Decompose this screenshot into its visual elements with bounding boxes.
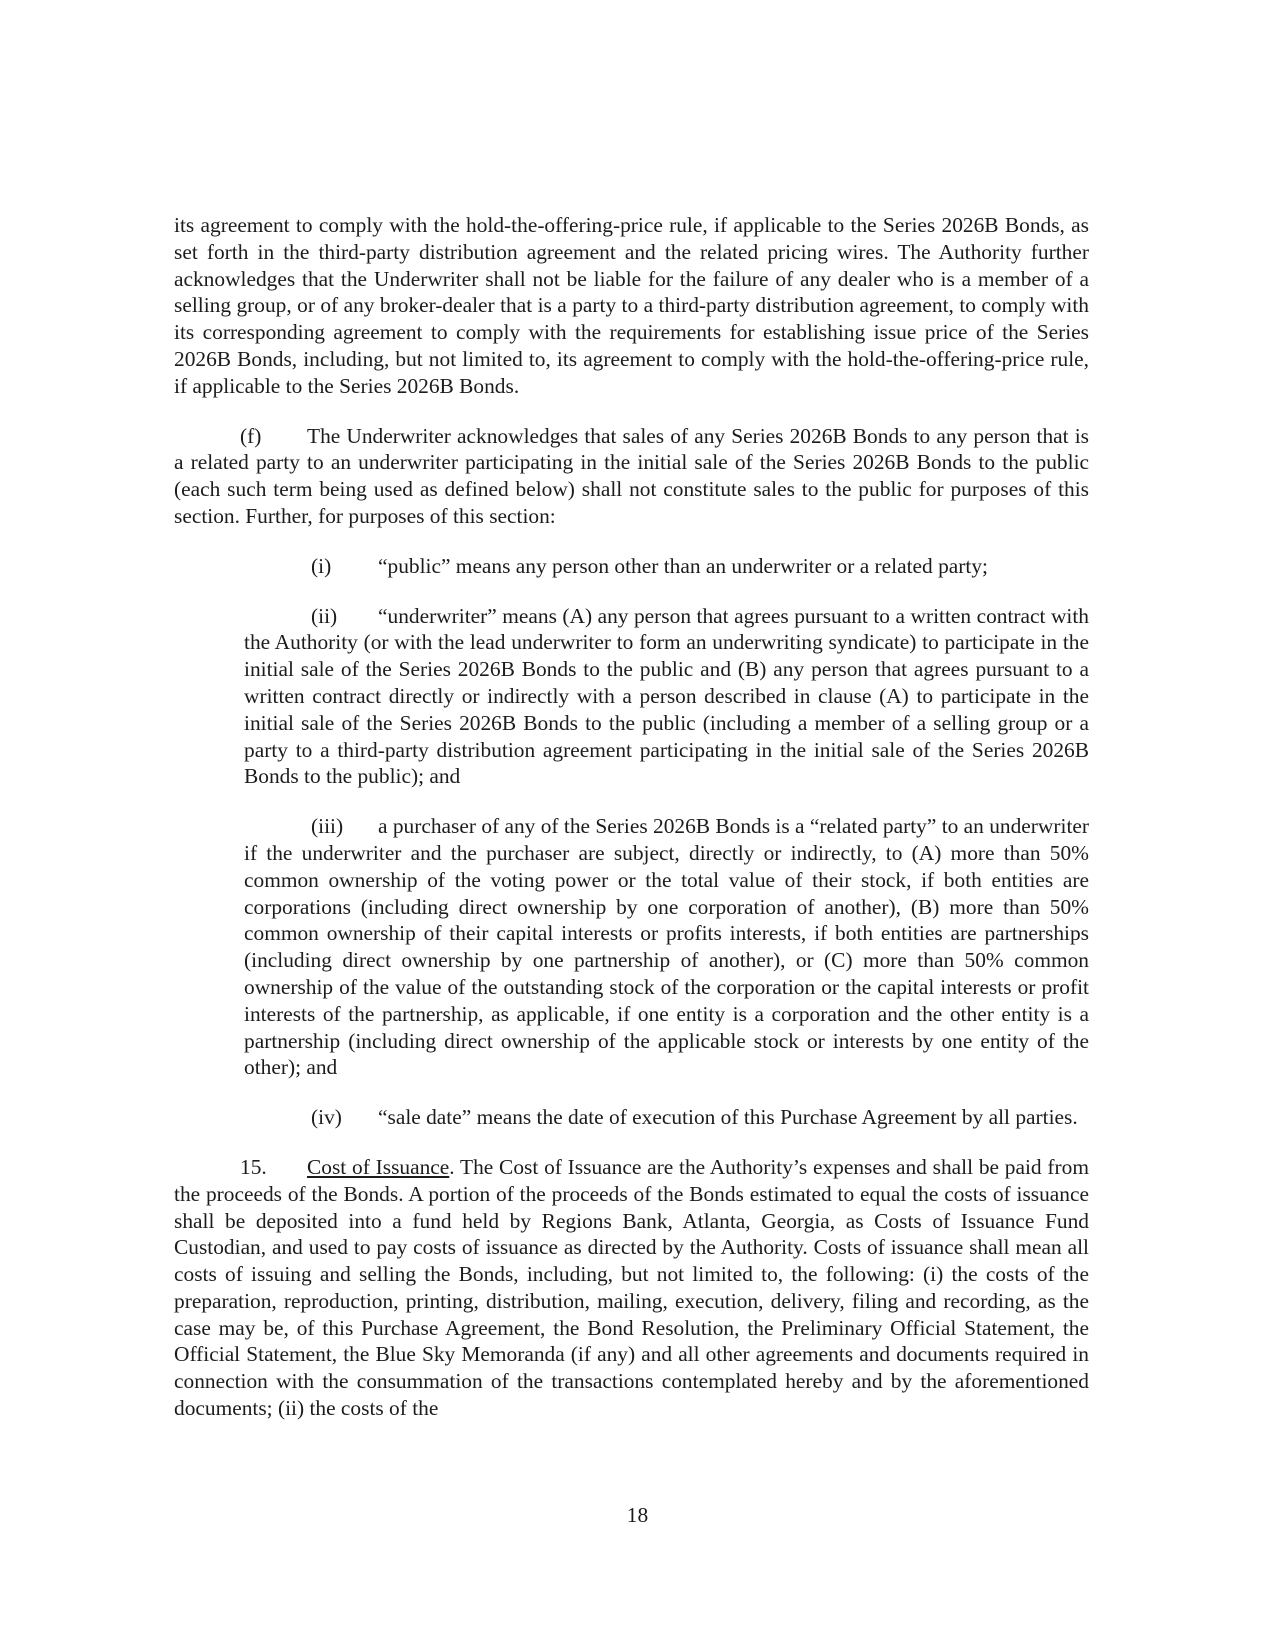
clause-i-text: “public” means any person other than an underwriter or a related party; <box>378 553 988 578</box>
clause-iv <box>244 1104 1089 1131</box>
document-body <box>174 212 1089 1422</box>
clause-ii <box>244 603 1089 791</box>
clause-iii-label: (iii) <box>311 814 344 839</box>
section-15-text: . The Cost of Issuance are the Authority’s expenses and shall be paid from the proceeds of the Bonds. A portion of the proceeds of the Bonds estimated to equal the costs of issuance shall be deposited into a fund held by Regions Bank, Atlanta, Georgia, as Costs of Issuance Fund Custodian, and used to pay costs of issuance as directed by the Authority. Costs of issuance shall mean all costs of issuing and selling the Bonds, including, but not limited to, the following: (i) the costs of the preparation, reproduction, printing, distribution, mailing, execution, delivery, filing and recording, as the case may be, of this Purchase Agreement, the Bond Resolution, the Preliminary Official Statement, the Official Statement, the Blue Sky Memoranda (if any) and all other agreements and documents required in connection with the consummation of the transactions contemplated hereby and by the aforementioned documents; (ii) the costs of the <box>174 1154 1089 1421</box>
continuation-paragraph: its agreement to comply with the hold-the-offering-price rule, if applicable to the Series 2026B Bonds, as set forth in the third-party distribution agreement and the related pricing wires. The Authority further acknowledges that the Underwriter shall not be liable for the failure of any dealer who is a member of a selling group, or of any broker-dealer that is a party to a third-party distribution agreement, to comply with its corresponding agreement to comply with the requirements for establishing issue price of the Series 2026B Bonds, including, but not limited to, its agreement to comply with the hold-the-offering-price rule, if applicable to the Series 2026B Bonds. <box>174 213 1089 398</box>
clause-iii-text: a purchaser of any of the Series 2026B Bonds is a “related party” to an underwriter if the underwriter and the purchaser are subject, directly or indirectly, to (A) more than 50% common ownership of the voting power or the total value of their stock, if both entities are corporations (including direct ownership by one corporation of another), (B) more than 50% common ownership of their capital interests or profits interests, if both entities are partnerships (including direct ownership by one partnership of another), or (C) more than 50% common ownership of the value of the outstanding stock of the corporation or the capital interests or profit interests of the partnership, as applicable, if one entity is a corporation and the other entity is a partnership (including direct ownership of the applicable stock or interests by one entity of the other); and <box>244 814 1089 1080</box>
clause-i <box>244 553 1089 580</box>
section-15-heading: Cost of Issuance <box>307 1154 450 1179</box>
page-number: 18 <box>626 1503 649 1527</box>
paragraph-f <box>174 423 1089 530</box>
paragraph-f-text: The Underwriter acknowledges that sales of any Series 2026B Bonds to any person that is a related party to an underwriter participating in the initial sale of the Series 2026B Bonds to the public (each such term being used as defined below) shall not constitute sales to the public for purposes of this section. Further, for purposes of this section: <box>174 423 1089 528</box>
section-15-number: 15. <box>240 1154 267 1179</box>
section-15 <box>174 1154 1089 1422</box>
clause-iv-label: (iv) <box>311 1105 342 1130</box>
paragraph-f-label: (f) <box>240 423 262 448</box>
clause-ii-text: “underwriter” means (A) any person that agrees pursuant to a written contract with the Authority (or with the lead underwriter to form an underwriting syndicate) to participate in the initial sale of the Series 2026B Bonds to the public and (B) any person that agrees pursuant to a written contract directly or indirectly with a person described in clause (A) to participate in the initial sale of the Series 2026B Bonds to the public (including a member of a selling group or a party to a third-party distribution agreement participating in the initial sale of the Series 2026B Bonds to the public); and <box>244 603 1089 789</box>
clause-iii <box>244 813 1089 1081</box>
clause-ii-label: (ii) <box>311 603 338 628</box>
clause-i-label: (i) <box>311 553 332 578</box>
clause-iv-text: “sale date” means the date of execution of this Purchase Agreement by all parties. <box>378 1105 1078 1130</box>
